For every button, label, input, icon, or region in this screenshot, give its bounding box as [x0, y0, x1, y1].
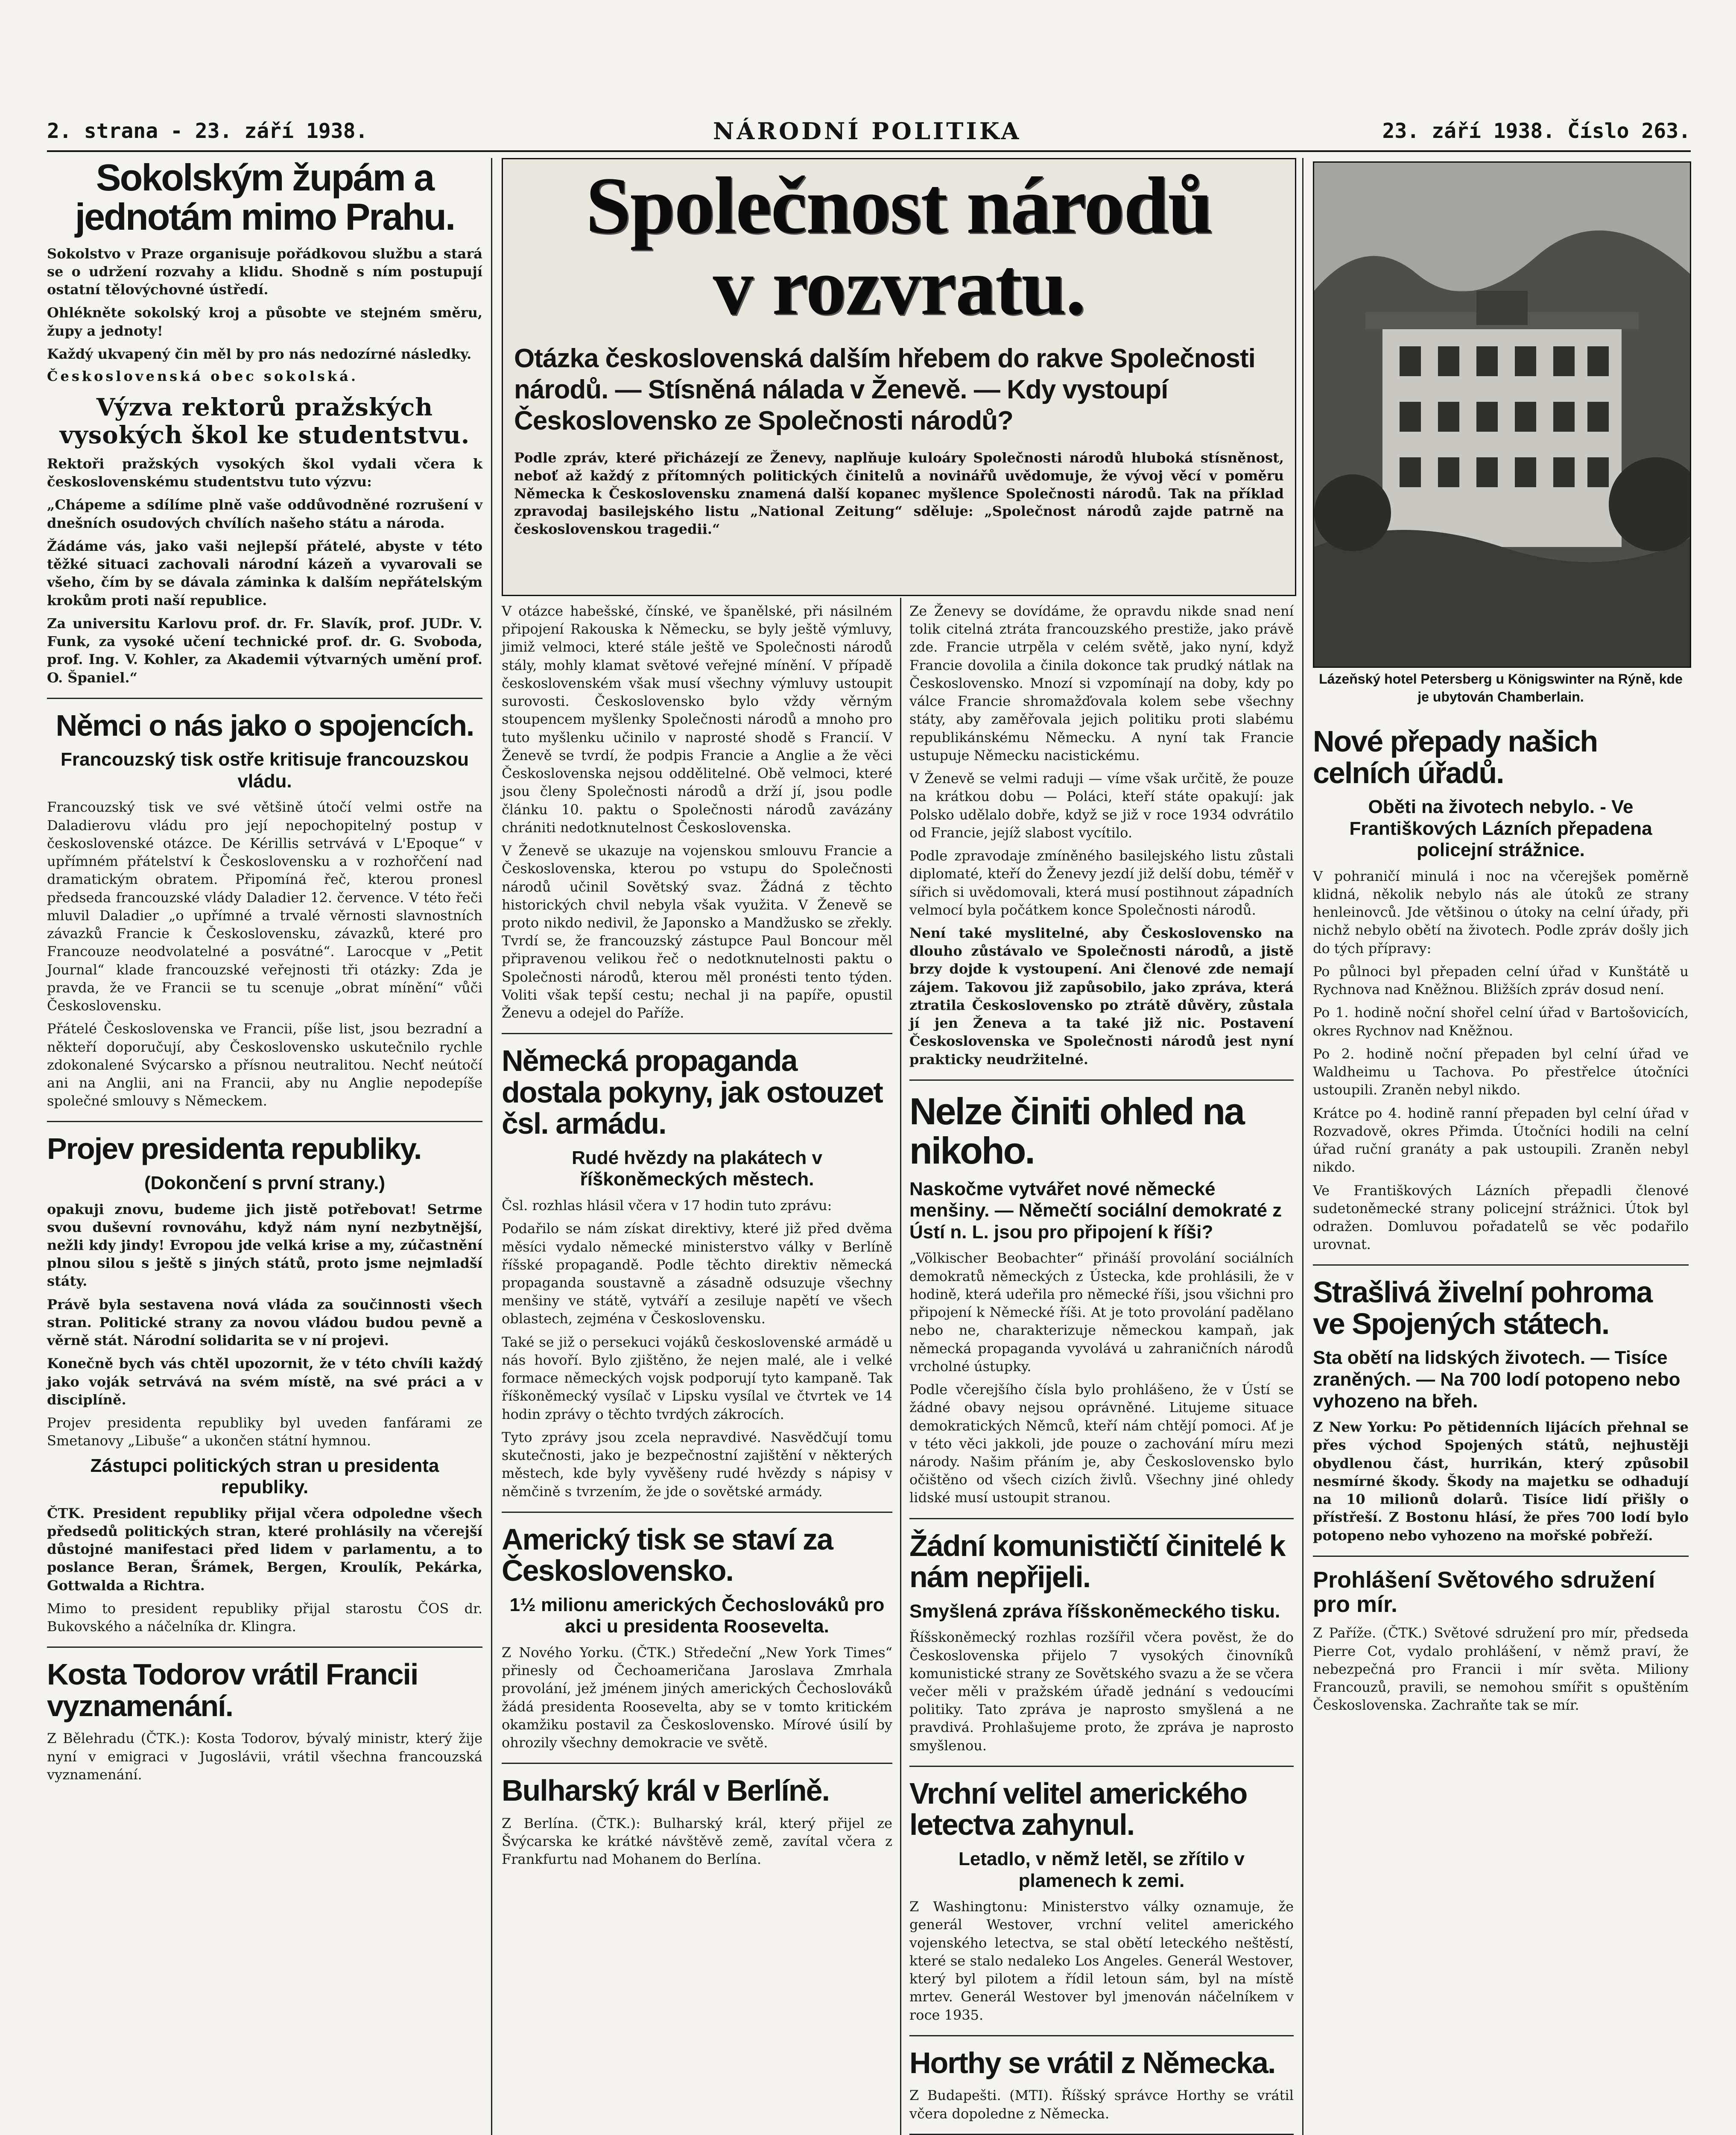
article-text: „Chápeme a sdílíme plně vaše oddůvodněné rozrušení v dnešních osudových chvílích našeho státu a národa. — [47, 497, 482, 531]
feature-article — [502, 158, 1296, 596]
article-text: Říšskoněmecký rozhlas rozšířil včera pověst, že do Československa přijelo 7 vysokých činovníků komunistické strany ze Sovětského svazu a že se včera večer měli v pražském úřadě jednání s vedoucími politiky. Tato zpráva je naprosto smyšlená a ne pravdivá. Prohlašujeme proto, že zpráva je naprosto smyšlenou. — [909, 1629, 1294, 1754]
headline-hurricane: Strašlivá živelní pohroma ve Spojených státech. — [1313, 1275, 1652, 1340]
article-signature: Československá obec sokolská. — [47, 368, 358, 385]
divider — [47, 698, 482, 699]
article-text: Podle včerejšího čísla bylo prohlášeno, že v Ústí se žádné obavy nejsou oprávněné. Litujeme situace demokratických Němců, kteří nám chtějí pomoci. Ať je v této věci jakkoli, jde pouze o zachování míru mezi národy. Našim přáním je, aby Československo bylo očištěno od všech cizích živlů. Všechny jiné ohledy lidské musí ustoupit stranou. — [909, 1381, 1294, 1506]
headline-bulgarian-king: Bulharský král v Berlíně. — [502, 1774, 830, 1807]
hotel-photo — [1313, 161, 1691, 668]
article-text: Podle zpravodaje zmíněného basilejského listu zůstali diplomaté, kteří do Ženevy jezdí již delší dobu, téměř v sířich si uvědomovali, která musí postihnout západních velmocí byla počátkem konce Společnosti národů. — [909, 848, 1294, 918]
column-rule — [900, 598, 901, 2135]
headline-customs: Nové přepady našich celních úřadů. — [1313, 725, 1598, 790]
article-text: V Ženevě se ukazuje na vojenskou smlouvu Francie a Československa, kterou po vstupu do Společnosti národů učinil Sovětský svaz. Žádná z těchto historických chvil nebyla však využita. V Ženevě se proto nikdo nedivil, že Japonsko a Mandžusko se zřekly. Tvrdí se, že francouzský zástupce Paul Boncour měl připravenou velikou řeč o nedotknutelnosti paktu o Společnosti národů, kterou měl pronésti tento týden. Voliti však tepší cestu; nechal ji na papíře, opustil Ženevu a odejel do Paříže. — [502, 842, 892, 1021]
subheadline: (Dokončení s první strany.) — [144, 1172, 385, 1193]
article-text: Po 1. hodině noční shořel celní úřad v Bartošovicích, okres Rychnov nad Kněžnou. — [1313, 1004, 1689, 1039]
feature-lead: Podle zpráv, které přicházejí ze Ženevy, naplňuje kuloáry Společnosti národů hluboká stísněnost, neboť až každý z přítomných politických činitelů a novinářů uvědomuje, že vývoj věcí v poměru Německa k Československu znamená další kopanec myšlence Společnosti národů. Tak na příklad zpravodaj basilejského listu „National Zeitung“ sděluje: „Společnost národů zajde patrně na československou tragedii.“ — [514, 450, 1284, 537]
newspaper-title: NÁRODNÍ POLITIKA — [713, 117, 1022, 145]
divider — [909, 2035, 1294, 2036]
feature-subheadline: Otázka československá dalším hřebem do rakve Společnosti národů. — Stísněná nálada v Ženevě. — Kdy vystoupí Československo ze Společnosti národů? — [514, 344, 1255, 436]
divider — [909, 1766, 1294, 1767]
article-text: ČTK. President republiky přijal včera odpoledne všech předsedů politických stran, které prohlásily na včerejší důstojné manifestaci před lidem v parlamentu, a to poslance Beran, Šrámek, Bergen, Kroulík, Pekárka, Gottwalda a Richtra. — [47, 1505, 482, 1594]
article-text: Také se již o persekuci vojáků československé armádě u nás hovoří. Bylo zjištěno, že nejen malé, ale i velké formace německých vojsk podporují tyto kampaně. Tak říškoněmecký vysílač v Lipsku vysílal ve čtvrtek ve 14 hodin zprávy o těchto tvrdých zákrocích. — [502, 1334, 892, 1422]
feature-headline — [503, 161, 1295, 332]
subheadline: Oběti na životech nebylo. - Ve Františkových Lázních přepadena policejní strážnice. — [1349, 796, 1652, 861]
article-text: Tyto zprávy jsou zcela nepravdivé. Nasvědčují tomu skutečnosti, jako je bezpečnostní zajištění v některých městech, kde byly vyvěšeny rudé hvězdy s nápisy v němčině s tvrzením, že jde o sovětské armády. — [502, 1429, 892, 1500]
article-text: V pohraničí minulá i noc na včerejšek poměrně klidná, několik nebylo nás ale útoků ze strany henleinovců. Jde většinou o útoky na celní úřady, při nichž nebylo obětí na životech. Podle zpráv došly jich do tých přípravy: — [1313, 868, 1689, 956]
subheadline: 1½ milionu amerických Čechoslováků pro akci u presidenta Roosevelta. — [509, 1594, 885, 1637]
headline-germans: Němci o nás jako o spojencích. — [56, 708, 474, 742]
subheadline: Naskočme vytvářet nové německé menšiny. — Němečtí sociální demokraté z Ústí n. L. jsou pro připojení k říši? — [909, 1178, 1282, 1243]
article-text: Ve Františkových Lázních přepadli členové sudetoněmecké strany policejní strážnici. Útok byl odražen. Domluvou pořadatelů se věc podařilo urovnat. — [1313, 1182, 1689, 1253]
article-text: Z New Yorku: Po pětidenních lijácích přehnal se přes východ Spojených států, nejhustěji obydlenou část, hurrikán, který způsobil nesmírné škody. Škody na majetku se odhadují na 10 milionů dolarů. Tisíce lidí přišly o přístřeší. Z Bostonu hlásí, že přes 700 lodí bylo potopeno nebo vyhozeno na mořské pobřeží. — [1313, 1419, 1689, 1544]
photo-caption: Lázeňský hotel Petersberg u Königswinter na Rýně, kde je ubytován Chamberlain. — [1319, 671, 1683, 705]
masthead — [47, 112, 1691, 152]
subheadline: Francouzský tisk ostře kritisuje francouzskou vládu. — [60, 749, 469, 792]
article-text: Konečně bych vás chtěl upozornit, že v této chvíli každý jako voják setrvává na svém místě, na své práci a v disciplíně. — [47, 1355, 482, 1408]
headline-todorov: Kosta Todorov vrátil Francii vyznamenání. — [47, 1658, 418, 1723]
article-text: Z Nového Yorku. (ČTK.) Středeční „New York Times“ přinesly od Čechoameričana Jaroslava Zmrhala provolání, jež jménem jiných amerických Čechoslováků žádá presidenta Roosevelta, aby se v tomto kritickém okamžiku postavil za Československo. Mírové úsilí by ohrozily všechny demokracie ve světě. — [502, 1644, 892, 1751]
article-text: Není také myslitelné, aby Československo na dlouho zůstávalo ve Společnosti národů, a jistě brzy dojde k vystoupení. Ani členové zde nemají zájem. Takovou již zapůsobilo, jako zpráva, která ztratila Československo po ztrátě důvěry, zůstala jí jen Ženeva a ta také již nic. Postavení Československa ve Společnosti národů jest nyní prakticky neudržitelné. — [909, 924, 1294, 1068]
article-text: „Völkischer Beobachter“ přináší provolání sociálních demokratů německých z Ústecka, kde prohlásili, že v hodině, která udeřila pro německé říši, jsou všichni pro připojení k Německé říši. At je toto provolání padělano nebo ne, charakterizuje německou kampaň, jak německá propaganda vyvolává u zahraničních národů vrcholné ústupky. — [909, 1250, 1294, 1375]
page-number-date: 2. strana - 23. září 1938. — [47, 119, 368, 143]
article-text: Projev presidenta republiky byl uveden fanfárami ze Smetanovy „Libuše“ a ukončen státní hymnou. — [47, 1415, 482, 1449]
article-text: Po půlnoci byl přepaden celní úřad v Kunštátě u Rychnova nad Kněžnou. Bližších zpráv dosud není. — [1313, 963, 1689, 998]
headline-aviation: Vrchní velitel amerického letectva zahynul. — [909, 1776, 1247, 1842]
article-text: Každý ukvapený čin měl by pro nás nedozírné následky. — [47, 345, 472, 362]
headline-rectors: Výzva rektorů pražských vysokých škol ke studentstvu. — [59, 393, 470, 449]
article-text: Rektoři pražských vysokých škol vydali včera k československému studentstvu tuto výzvu: — [47, 455, 482, 490]
column-2 — [502, 602, 892, 1874]
article-text: Právě byla sestavena nová vláda za součinnosti všech stran. Politické strany za novou vládou budou pevně a věrně stát. Národní solidarita se v ní projevi. — [47, 1296, 482, 1349]
article-text: Sokolstvo v Praze organisuje pořádkovou službu a stará se o udržení rozvahy a klidu. Shodně s ním postupují ostatní tělovýchovné ústředí. — [47, 245, 482, 298]
divider — [1313, 1556, 1689, 1557]
column-1 — [47, 158, 482, 1789]
column-4 — [1313, 726, 1689, 1719]
article-text: Čsl. rozhlas hlásil včera v 17 hodin tuto zprávu: — [502, 1197, 832, 1214]
article-text: Žádáme vás, jako vaši nejlepší přátelé, abyste v této těžké situaci zachovali národní kázeň a vyvarovali se všeho, čím by se dávala záminka k dalším nepřátelským krokům proti naší republice. — [47, 538, 482, 608]
article-text: Za universitu Karlovu prof. dr. Fr. Slavík, prof. JUDr. V. Funk, za vysoké učení technické prof. dr. G. Svoboda, prof. Ing. V. Kohler, za Akademii výtvarných umění prof. O. Španiel.“ — [47, 615, 482, 686]
article-text: Krátce po 4. hodině ranní přepaden byl celní úřad v Rozvadově, okres Přimda. Útočníci hodili na celní úřad ruční granáty a pak ustoupili. Zraněn nebyl nikdo. — [1313, 1105, 1689, 1176]
headline-peace: Prohlášení Světového sdružení pro mír. — [1313, 1567, 1655, 1617]
subheadline: Smyšlená zpráva říšskoněmeckého tisku. — [909, 1600, 1280, 1622]
subheadline: Sta obětí na lidských životech. — Tisíce zraněných. — Na 700 lodí potopeno nebo vyhozeno na břeh. — [1313, 1347, 1680, 1412]
column-rule — [1302, 158, 1303, 2135]
column-3 — [909, 602, 1294, 2135]
divider — [909, 1079, 1294, 1081]
article-text: Z Washingtonu: Ministerstvo války oznamuje, že generál Westover, vrchní velitel amerického vojenského letectva, se stal obětí leteckého neštěstí, které se stalo nedaleko Los Angeles. Generál Westover, který byl pilotem a řídil letoun sám, byl na místě mrtev. Generál Westover byl jmenován náčelníkem v roce 1935. — [909, 1898, 1294, 2023]
article-text: Z Budapešti. (MTI). Říšský správce Horthy se vrátil včera dopoledne z Německa. — [909, 2087, 1294, 2122]
subheadline: Rudé hvězdy na plakátech v říškoněmeckých městech. — [572, 1147, 822, 1190]
feature-headline-line: v rozvratu. — [713, 242, 1085, 332]
article-text: Přátelé Československa ve Francii, píše list, jsou bezradní a někteří doporučují, aby Československo uskutečnilo rychle zdokonalené Svýcarsko a přísnou neutralitou. Nechť neútočí ani na Anglii, ani na Francii, aby nu Anglie nepodepíše společné smlouvy s Německem. — [47, 1021, 482, 1109]
article-text: Ze Ženevy se dovídáme, že opravdu nikde snad není tolik citelná ztráta francouzského prestiže, jako právě zde. Francie utrpěla v celém světě, jako nyní, když Francie dovolila a činila dokonce tak prudký nátlak na Československo. Mnozí si vzpomínají na doby, kdy po válce Francie shromažďovala kolem sebe všechny státy, aby zaměřovala jejich politiku proti slabému republikánskému Německu. A nyní tak Francie ustupuje Německu nacistickému. — [909, 603, 1294, 763]
headline-american-press: Americký tisk se staví za Československo. — [502, 1522, 833, 1588]
article-text: V otázce habešské, čínské, ve španělské, při násilném připojení Rakouska k Německu, se byly ještě výmluvy, jimiž velmoci, které stále ještě ve Společnosti národů stály, mohly klamat světové veřejné mínění. V případě československém však musí všechny výmluvy ustoupit surovosti. Československo bylo vždy věrným stoupencem myšlenky Společnosti národů a mnoho pro tuto myšlenku učinilo v naprosté shodě s Francií. V Ženevě se tvrdí, že podpis Francie a Anglie a že věci Československa nejsou oddělitelné. Obě velmoci, které jsou členy Společnosti národů a drží jí, jsou podle článku 10. paktu o Společnosti národů zavázány chrániti nedotknutelnost Československa. — [502, 603, 892, 836]
column-rule — [491, 158, 492, 2135]
article-text: Z Bělehradu (ČTK.): Kosta Todorov, bývalý ministr, který žije nyní v emigraci v Jugoslávii, vrátil všechna francouzská vyznamenání. — [47, 1730, 482, 1783]
subheadline: Letadlo, v němž letěl, se zřítilo v plamenech k zemi. — [959, 1848, 1245, 1891]
divider — [47, 1647, 482, 1648]
article-text: Podařilo se nám získat direktivy, které již před dvěma měsíci vydalo německé ministerstvo války v Berlíně říšské propagandě. Podle těchto direktiv německá propaganda soustavně a zásadně odsuzuje všechny menšiny ve státě, vytváří a zesiluje napětí ve všech oblastech, zejména v Československu. — [502, 1220, 892, 1327]
article-text: opakuji znovu, budeme jich jistě potřebovat! Setrme svou duševní rovnováhu, když nám nyní nezbytnější, nežli kdy jindy! Evropou jde velká krise a my, zúčastnění plnou silou s ještě s jiných států, proto jsme nejmladší státy. — [47, 1201, 482, 1290]
hotel-photo-illustration — [1314, 163, 1690, 667]
divider — [502, 1763, 892, 1764]
article-text: Francouzský tisk ve své většině útočí velmi ostře na Daladierovu vládu pro její nepochopitelný postup v československé otázce. De Kérillis setrvává v L'Epoque“ v upřímném přátelství k Československu a v rozhořčení nad dramatickým obratem. Připomíná řeč, kterou pronesl předseda francouzské vlády Daladier 12. července. V této řeči mluvil Daladier „o upřímné a trvalé věrnosti slavnostních závazků Francie k Československu, závazků, které pro Francouze neodvolatelné a posvátné“. Larocque v „Petit Journal“ klade francouzské veřejnosti tři otázky: Zda je pravda, že ve Francii se tu scenuje „obrat mínění“ vůči Československu. — [47, 799, 482, 1014]
article-text: Z Paříže. (ČTK.) Světové sdružení pro mír, předseda Pierre Cot, vydalo prohlášení, v němž praví, že nebezpečná pro Francii i mír světa. Miliony Francouzů, pravili, se nemohou smířit s opuštěním Československa. Zachraňte tak se mír. — [1313, 1625, 1689, 1714]
divider — [47, 1121, 482, 1122]
headline-propaganda: Německá propaganda dostala pokyny, jak ostouzet čsl. armádu. — [502, 1044, 883, 1141]
article-text: Mimo to president republiky přijal starostu ČOS dr. Bukovského a náčelníka dr. Klingra. — [47, 1600, 482, 1635]
article-text: Po 2. hodině noční přepaden byl celní úřad ve Waldheimu u Tachova. Po přestřelce útočníci ustoupili. Zraněn nebyl nikdo. — [1313, 1045, 1689, 1098]
headline-president: Projev presidenta republiky. — [47, 1132, 421, 1166]
article-text: Z Berlína. (ČTK.): Bulharský král, který přijel ze Švýcarska ke krátké návštěvě země, zavítal včera z Frankfurtu nad Mohanem do Berlína. — [502, 1815, 892, 1868]
headline-no-regard: Nelze činiti ohled na nikoho. — [909, 1090, 1244, 1172]
subheadline: Zástupci politických stran u presidenta republiky. — [90, 1455, 439, 1498]
headline-communists: Žádní komunističtí činitelé k nám nepřijeli. — [909, 1529, 1285, 1594]
headline-horthy: Horthy se vrátil z Německa. — [909, 2046, 1275, 2079]
divider — [502, 1512, 892, 1513]
headline-sokol: Sokolským župám a jednotám mimo Prahu. — [75, 156, 455, 238]
article-text: V Ženevě se velmi raduji — víme však určitě, že pouze na krátkou dobu — Poláci, kteří státe opakují: jak Polsko udělalo dobře, když se již v roce 1934 odvrátilo od Francie, jejíž slabost vycítilo. — [909, 770, 1294, 841]
article-text: Ohlékněte sokolský kroj a působte ve stejném směru, župy a jednoty! — [47, 304, 482, 339]
divider — [909, 1518, 1294, 1519]
divider — [1313, 1264, 1689, 1266]
divider — [909, 2134, 1294, 2135]
issue-date-number: 23. září 1938. Číslo 263. — [1382, 119, 1691, 143]
divider — [502, 1033, 892, 1034]
feature-headline-line: Společnost národů — [585, 161, 1213, 251]
